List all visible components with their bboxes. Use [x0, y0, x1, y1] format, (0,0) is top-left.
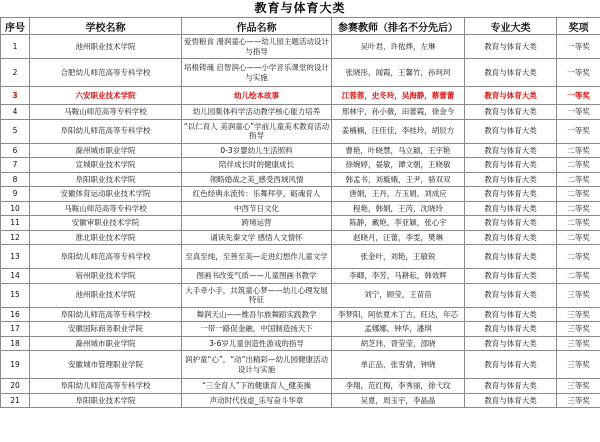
table-row [1, 351, 600, 379]
row-award: 二等奖 [557, 143, 600, 158]
row-teachers: 李翔，范红梅，李秀丽，徐弋玟 [332, 379, 465, 394]
row-major: 教育与体育大类 [465, 87, 557, 105]
row-major: 教育与体育大类 [465, 351, 557, 379]
row-teachers: 单正品，张雪倩，钟晓 [332, 351, 465, 379]
header-teachers: 参赛教师（排名不分先后） [332, 18, 465, 35]
row-major: 教育与体育大类 [465, 59, 557, 87]
row-school: 阜阳幼儿师范高等专科学校 [30, 119, 182, 143]
table-row [1, 379, 600, 394]
row-teachers: 江蓉蓉，史冬玲，吴海静，蔡蕾蕾 [332, 87, 465, 105]
row-school: 阜阳幼儿师范高等专科学校 [30, 379, 182, 394]
row-teachers: 胡芝玮，胥莹莹，邵晓 [332, 336, 465, 351]
row-school: 池州职业技术学院 [30, 283, 182, 307]
row-school: 马鞍山师范高等专科学校 [30, 201, 182, 216]
table-row [1, 216, 600, 231]
table-row [1, 119, 600, 143]
row-no: 14 [1, 269, 30, 284]
row-work: 一带一路促金融，中国制造扬天下 [182, 322, 332, 337]
row-work: 幼儿绘本故事 [182, 87, 332, 105]
header-major: 专业大类 [465, 18, 557, 35]
row-work: 大手牵小手，共筑童心梦——幼儿心理发展特征 [182, 283, 332, 307]
row-no: 9 [1, 187, 30, 202]
row-major: 教育与体育大类 [465, 322, 557, 337]
row-school: 六安职业技术学院 [30, 87, 182, 105]
row-work: 0-3岁婴幼儿生活照料 [182, 143, 332, 158]
row-major: 教育与体育大类 [465, 201, 557, 216]
row-school: 阜阳幼儿师范高等专科学校 [30, 245, 182, 269]
row-teachers: 吴夏，周玉宇，李晶晶 [332, 393, 465, 408]
table-row [1, 283, 600, 307]
row-teachers: 徐婉婷，晏敏，谭文朝，王晓敏 [332, 158, 465, 173]
row-no: 1 [1, 35, 30, 59]
row-no: 8 [1, 172, 30, 187]
row-teachers: 陈静，戴艳，李亚颖，张心宇 [332, 216, 465, 231]
table-row [1, 269, 600, 284]
row-award: 一等奖 [557, 35, 600, 59]
row-major: 教育与体育大类 [465, 283, 557, 307]
row-work: 跨境运营 [182, 216, 332, 231]
row-school: 安徽国际商务职业学院 [30, 322, 182, 337]
row-teachers: 程艳，韩娟，王芮，沈晓玲 [332, 201, 465, 216]
row-award: 三等奖 [557, 322, 600, 337]
row-no: 13 [1, 245, 30, 269]
row-no: 5 [1, 119, 30, 143]
row-teachers: 赵晓月，汪蕾，李雯，樊琳 [332, 230, 465, 245]
row-teachers: 曹艳，叶晓慧，马立颖，王宇艳 [332, 143, 465, 158]
row-teachers: 吴叶君，许侬烨，左琳 [332, 35, 465, 59]
row-award: 三等奖 [557, 283, 600, 307]
row-award: 三等奖 [557, 336, 600, 351]
row-teachers: 姜楠楠，汪佳佳，李桂玲，胡辰方 [332, 119, 465, 143]
award-table [0, 17, 600, 408]
row-award: 一等奖 [557, 87, 600, 105]
table-row [1, 187, 600, 202]
row-school: 安徽体育运动职业技术学院 [30, 187, 182, 202]
table-row [1, 336, 600, 351]
row-no: 19 [1, 351, 30, 379]
row-no: 16 [1, 307, 30, 322]
row-school: 安徽城市管理职业学院 [30, 351, 182, 379]
row-teachers: 唐娟，王丹，万玉娟，刘成应 [332, 187, 465, 202]
row-work: 爱悟粮食 漫润童心——幼儿园主题活动设计与指导 [182, 35, 332, 59]
row-work: 3-6岁儿童创造性游戏的指导 [182, 336, 332, 351]
row-school: 合肥幼儿师范高等专科学校 [30, 59, 182, 87]
row-no: 15 [1, 283, 30, 307]
row-no: 18 [1, 336, 30, 351]
row-work: 声动时代伐虚_乐写奋斗华章 [182, 393, 332, 408]
row-work: “三全育人”下的健康育人_健美操 [182, 379, 332, 394]
table-row [1, 201, 600, 216]
table-row [1, 393, 600, 408]
row-work: 培根铸魂 启智润心——小学音乐课堂的设计与实施 [182, 59, 332, 87]
row-no: 7 [1, 158, 30, 173]
row-teachers: 韩孟书，刘璇娥，王尹，骆双双 [332, 172, 465, 187]
row-work: 领略婚战之美_感受西域风情 [182, 172, 332, 187]
row-no: 20 [1, 379, 30, 394]
table-row [1, 307, 600, 322]
row-school: 淮北职业技术学院 [30, 230, 182, 245]
row-award: 二等奖 [557, 158, 600, 173]
row-work: 诵读先秦文学 感悟人文情怀 [182, 230, 332, 245]
row-no: 21 [1, 393, 30, 408]
header-award: 奖项 [557, 18, 600, 35]
row-award: 二等奖 [557, 216, 600, 231]
row-major: 教育与体育大类 [465, 230, 557, 245]
row-award: 一等奖 [557, 59, 600, 87]
row-work: 红色经典永流传：乐舞拜亭，砺魂育人 [182, 187, 332, 202]
row-major: 教育与体育大类 [465, 307, 557, 322]
header-work: 作品名称 [182, 18, 332, 35]
row-major: 教育与体育大类 [465, 336, 557, 351]
table-row [1, 322, 600, 337]
header-row [1, 18, 600, 35]
row-work: 舞润天山——维吾尔族舞蹈实践教学 [182, 307, 332, 322]
row-teachers: 张晓彤，闻霞，王馨竹，孙珂珂 [332, 59, 465, 87]
row-award: 一等奖 [557, 119, 600, 143]
row-no: 6 [1, 143, 30, 158]
row-major: 教育与体育大类 [465, 172, 557, 187]
row-award: 二等奖 [557, 230, 600, 245]
row-no: 11 [1, 216, 30, 231]
row-teachers: 张金叶，刘艳，王敏锐 [332, 245, 465, 269]
row-major: 教育与体育大类 [465, 158, 557, 173]
row-major: 教育与体育大类 [465, 379, 557, 394]
row-no: 12 [1, 230, 30, 245]
row-work: 至真至纯，至善至美—走进幻想作儿童文学 [182, 245, 332, 269]
row-award: 二等奖 [557, 201, 600, 216]
row-no: 10 [1, 201, 30, 216]
row-school: 马鞍山师范高等专科学校 [30, 105, 182, 120]
row-major: 教育与体育大类 [465, 269, 557, 284]
row-major: 教育与体育大类 [465, 393, 557, 408]
row-award: 二等奖 [557, 172, 600, 187]
row-school: 安徽审职业技术学院 [30, 216, 182, 231]
row-school: 阜阳职业技术学院 [30, 393, 182, 408]
row-award: 三等奖 [557, 351, 600, 379]
row-major: 教育与体育大类 [465, 105, 557, 120]
row-major: 教育与体育大类 [465, 119, 557, 143]
row-major: 教育与体育大类 [465, 245, 557, 269]
row-major: 教育与体育大类 [465, 216, 557, 231]
row-award: 一等奖 [557, 105, 600, 120]
table-row [1, 35, 600, 59]
row-teachers: 李梦阳，阿依夏木丁古，旺达，年芯 [332, 307, 465, 322]
sheet-title: 教育与体育大类 [254, 1, 346, 15]
row-teachers: 孟娜娜，钟华，潘琪 [332, 322, 465, 337]
row-major: 教育与体育大类 [465, 143, 557, 158]
row-school: 阜阳职业技术学院 [30, 172, 182, 187]
row-school: 阜阳幼儿师范高等专科学校 [30, 307, 182, 322]
row-no: 2 [1, 59, 30, 87]
row-teachers: 刘宁，顾莹，王苗苗 [332, 283, 465, 307]
row-work: “以仁育人 美润童心”学前儿童美术教育活动指导 [182, 119, 332, 143]
row-work: 图画书改变气质——儿童图画书教学 [182, 269, 332, 284]
row-no: 3 [1, 87, 30, 105]
row-major: 教育与体育大类 [465, 187, 557, 202]
row-teachers: 邢林宇，孙小薇，田蕾霞，徐金今 [332, 105, 465, 120]
row-teachers: 李卿，李芳，马耕耘，韩效辉 [332, 269, 465, 284]
row-school: 池州职业技术学院 [30, 35, 182, 59]
row-work: 陪伴成长时的健康成长 [182, 158, 332, 173]
row-school: 滁州城市职业学院 [30, 336, 182, 351]
row-major: 教育与体育大类 [465, 35, 557, 59]
row-school: 滁州城市职业学院 [30, 143, 182, 158]
row-award: 三等奖 [557, 307, 600, 322]
header-school: 学校名称 [30, 18, 182, 35]
row-no: 17 [1, 322, 30, 337]
award-rows [1, 35, 600, 408]
table-row [1, 158, 600, 173]
header-no: 序号 [1, 18, 30, 35]
table-row [1, 172, 600, 187]
row-award: 二等奖 [557, 245, 600, 269]
row-school: 宿州职业技术学院 [30, 269, 182, 284]
row-award: 三等奖 [557, 393, 600, 408]
row-work: 幼儿园集体科学活动教学核心能力培养 [182, 105, 332, 120]
row-award: 二等奖 [557, 269, 600, 284]
table-row [1, 245, 600, 269]
table-row [1, 143, 600, 158]
table-row [1, 230, 600, 245]
row-award: 三等奖 [557, 379, 600, 394]
table-row [1, 59, 600, 87]
row-award: 二等奖 [557, 187, 600, 202]
row-school: 宣城职业技术学院 [30, 158, 182, 173]
table-row-highlighted [1, 87, 600, 105]
row-work: 中西节日文化 [182, 201, 332, 216]
table-row [1, 105, 600, 120]
row-no: 4 [1, 105, 30, 120]
row-work: 润护童“心”，“动”出精彩—幼儿园健康活动设计与实施 [182, 351, 332, 379]
